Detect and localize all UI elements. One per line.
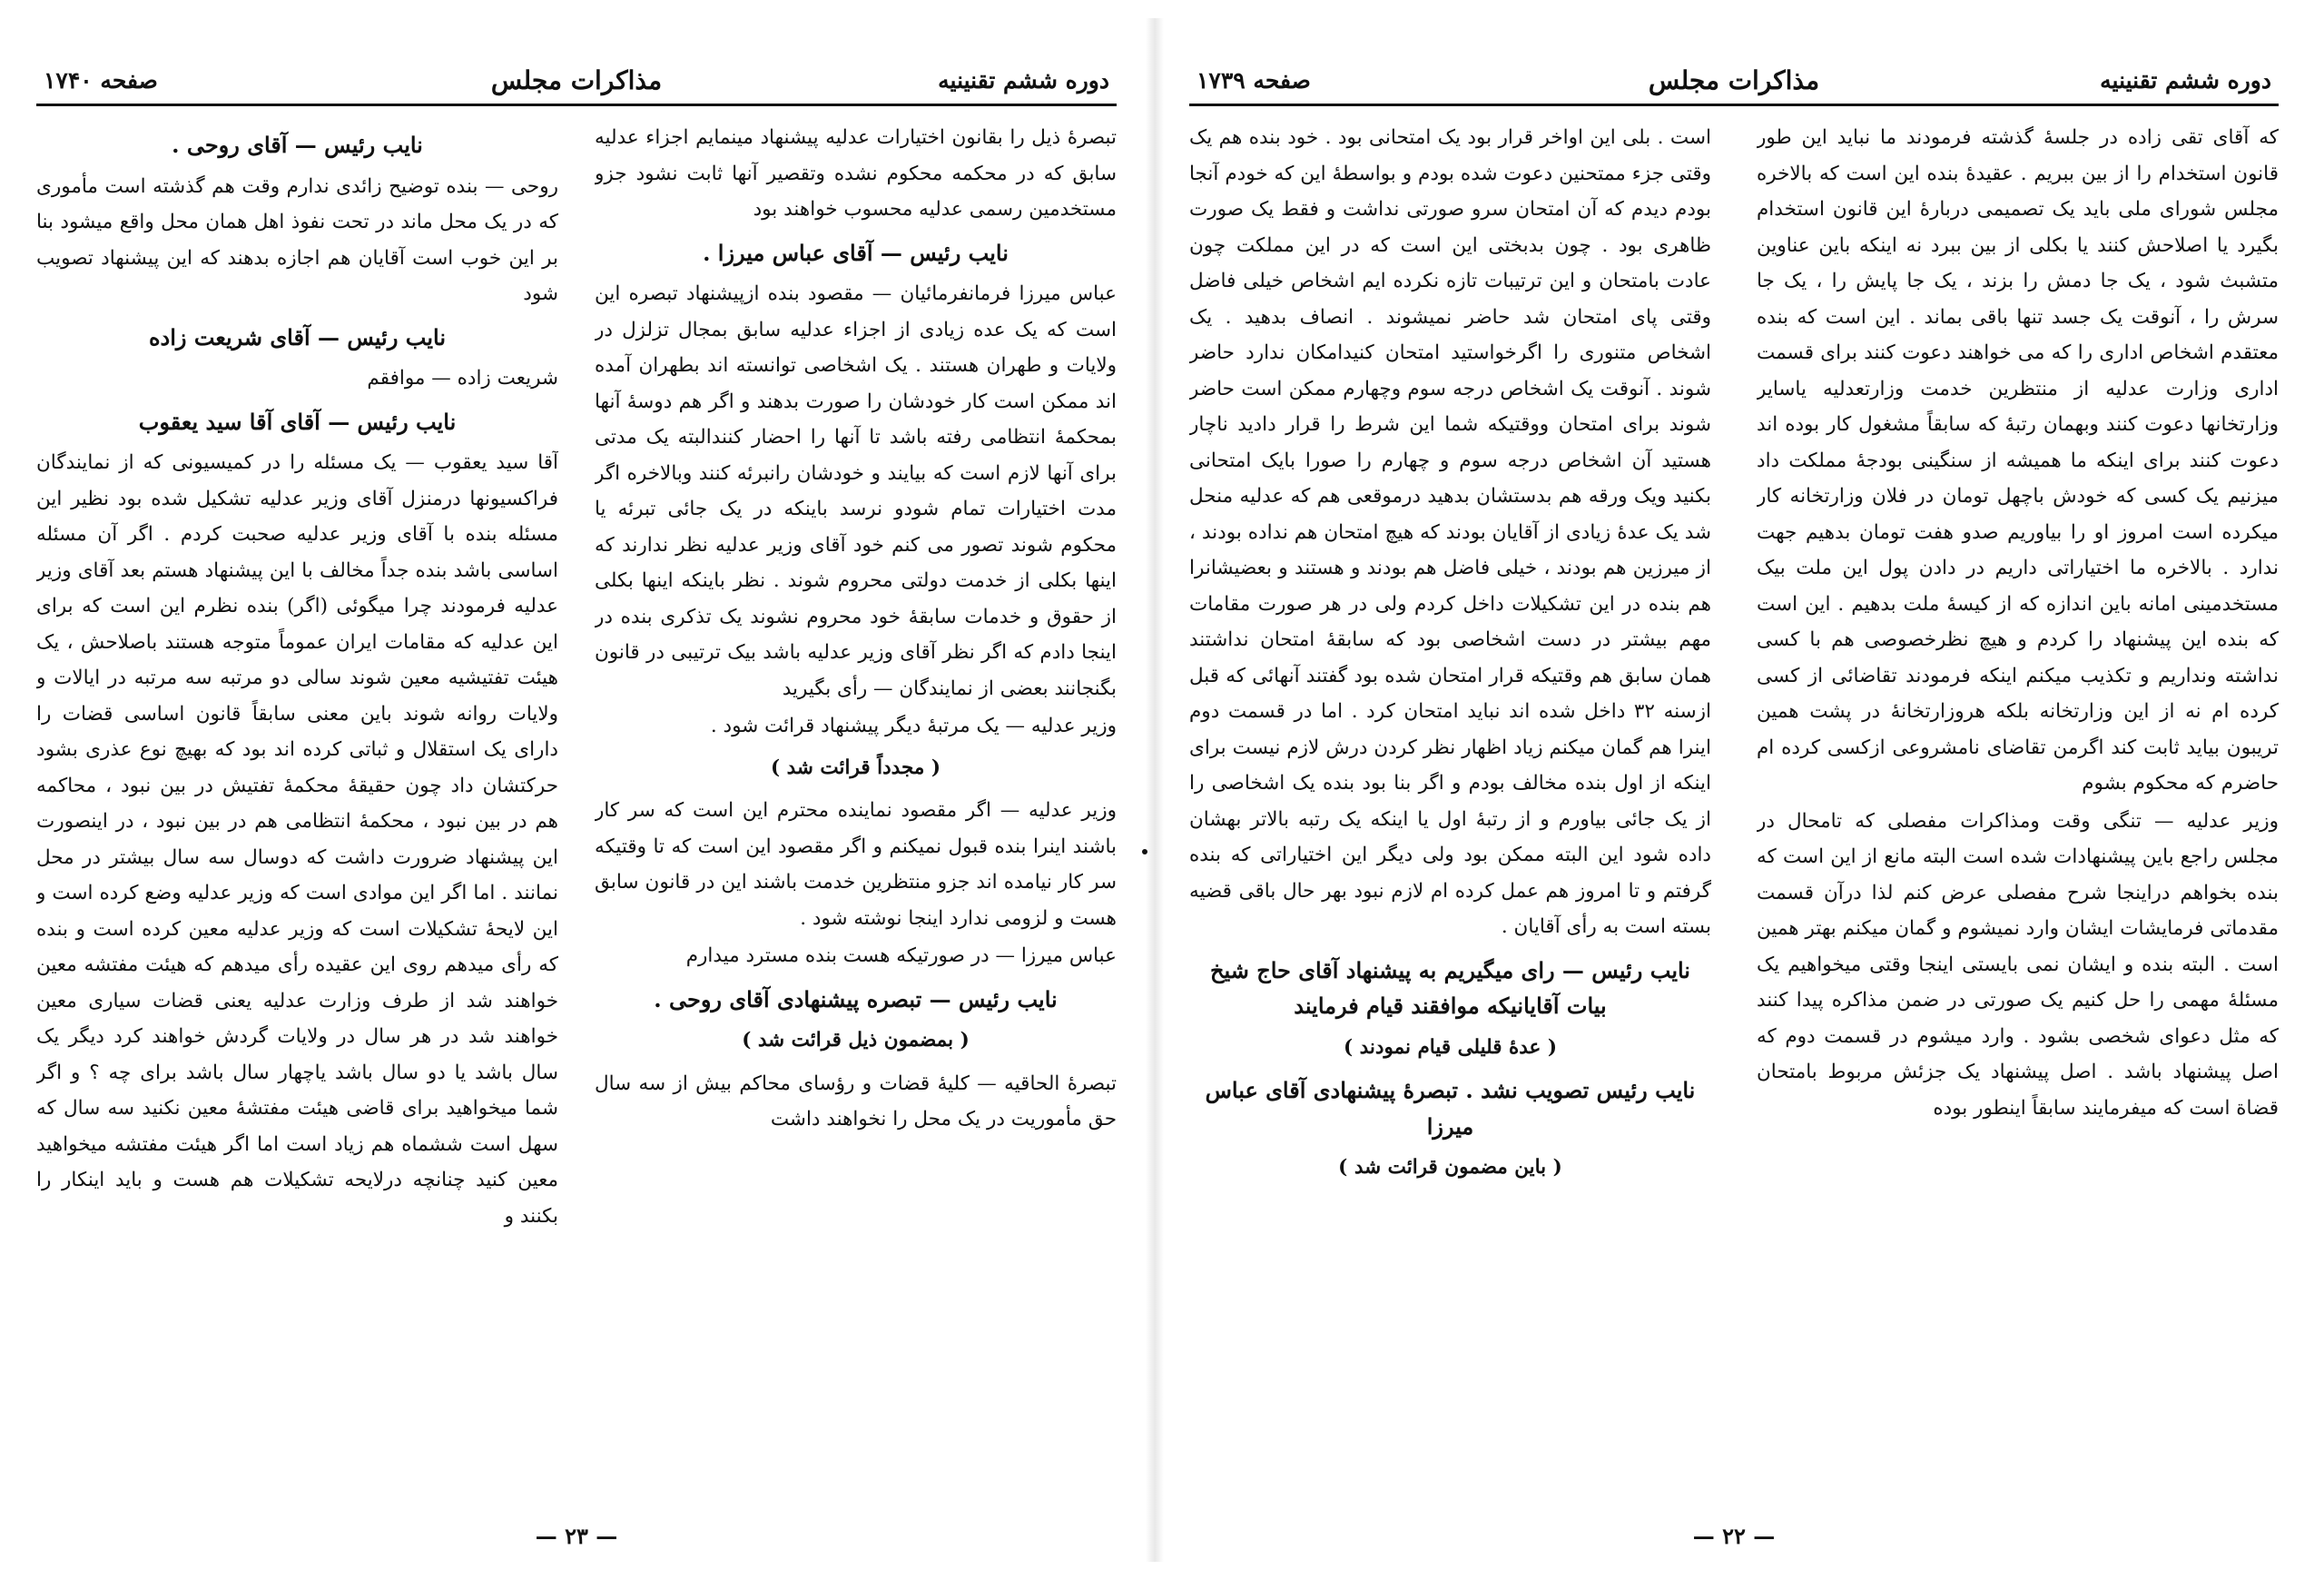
paragraph: وزیر عدلیه — یک مرتبهٔ دیگر پیشنهاد قرائت شود . — [710, 715, 1117, 737]
speaker-heading: نایب رئیس تصویب نشد . تبصرهٔ پیشنهادی آقای عباس میرزا — [1205, 1077, 1696, 1140]
left-page — [36, 36, 1117, 1553]
paragraph: که آقای تقی زاده در جلسهٔ گذشته فرمودند ما نباید این طور قانون استخدام را از بین ببریم . عقیدهٔ بنده این است که بالاخره مجلس شورای ملی باید یک تصمیمی دربارهٔ این قانون استخدام بگیرد یا اصلاحش کنند یا بکلی از بین ببرد نه اینکه باین عناوین متشبث شود ، یک جا دمش را بزند ، یک جا پایش را ، یک جا سرش را ، آنوقت یک جسد تنها باقی بماند . این است که بنده معتقدم اشخاص اداری را که می خواهند دعوت کنند برای قسمت اداری وزارت عدلیه از منتظرین خدمت وزارتعدلیه یاسایر وزارتخانها دعوت کنند وبهمان رتبهٔ که سابقاً مشغول کار بوده اند دعوت کنند برای اینکه ما همیشه از سنگینی بودجهٔ مملکت داد میزنیم یک کسی که خودش باچهل تومان در فلان وزارتخانه کار میکرده است امروز او را بیاوریم صدو هفت تومان بدهیم جهت ندارد . بالاخره ما اختیاراتی داریم در دادن پول این ملت بیک مستخدمینی امانه باین اندازه که از کیسهٔ ملت بدهیم . این است که بنده این پیشنهاد را کردم و هیچ نظرخصوصی هم با کسی نداشته ونداریم و تکذیب میکنم اینکه فرمودند تقاضائی از کسی کرده ام نه از این وزارتخانه بلکه هروزارتخانهٔ در پشت همین تریبون بیاید ثابت کند اگرمن تقاضای نامشروعی ازکسی کرده ام حاضرم که محکوم بشوم — [1757, 126, 2279, 795]
left-page-folio: — ۲۳ — — [535, 1523, 618, 1549]
right-header-term: دوره ششم تقنینیه — [2100, 67, 2271, 94]
paragraph: شریعت زاده — موافقم — [367, 367, 558, 390]
paragraph: آقا سید یعقوب — یک مسئله را در کمیسیونی که از نمایندگان فراکسیونها درمنزل آقای وزیر عدلیه تشکیل شده بود نظیر این مسئله بنده با آقای وزیر عدلیه صحبت کردم . اگر آن مسئله اساسی باشد بنده جداً مخالف با این پیشنهاد هستم بعد آقای وزیر عدلیه فرمودند چرا میگوئی (اگر) بنده نظرم این است که برای این عدلیه که مقامات ایران عموماً متوجه هستند باصلاحش ، یک هیئت تفتیشیه معین شوند سالی دو مرتبه سه مرتبه در ایالات و ولایات روانه شوند باین معنی سابقاً قانون اساسی قضات را دارای یک استقلال و ثباتی کرده اند بود که بهیچ نوع عذری بشود حرکتشان داد چون حقیقهٔ محکمهٔ تفتیش در بین نبود ، محاکمه هم در بین نبود ، محکمهٔ انتظامی هم در بین نبود ، در اینصورت این پیشنهاد ضرورت داشت که دوسال سه سال بیشتر در محل نمانند . اما اگر این موادی است که وزیر عدلیه وضع کرده است و این لایحهٔ تشکیلات است که وزیر عدلیه معین کرده است و بنده که رأی میدهم روی این عقیده رأی میدهم که هیئت مفتشه معین خواهند شد از طرف وزارت عدلیه یعنی قضات سیاری معین خواهند شد در هر سال در ولایات گردش خواهند کرد دیگر یک سال باشد یا دو سال باشد یاچهار سال باشد برای چه ؟ و اگر شما میخواهید برای قاضی هیئت مفتشهٔ معین نکنید سه سال که سهل است ششماه هم زیاد است اما اگر هیئت مفتشه میخواهید معین کنید چنانچه درلایحه تشکیلات هم هست و باید اینکار را بکنند و — [36, 451, 558, 1228]
paragraph: عباس میرزا — در صورتیکه هست بنده مسترد میدارم — [685, 944, 1117, 967]
procedural-note: ( باین مضمون قرائت شد ) — [1338, 1156, 1562, 1179]
left-page-column-right — [595, 120, 1117, 1500]
paragraph: روحی — بنده توضیح زائدی ندارم وقت هم گذشته است مأموری که در یک محل ماند در تحت نفوذ اهل همان محل واقع میشود بنا بر این خوب است آقایان هم اجازه بدهند که این پیشنهاد تصویب شود — [36, 174, 558, 305]
paragraph: عباس میرزا فرمانفرمائیان — مقصود بنده ازپیشنهاد تبصره این است که یک عده زیادی از اجزاء عدلیه سابق بمجال تزلزل در ولایات و طهران هستند . یک اشخاصی توانسته اند بطهران آمده اند ممکن است کار خودشان را صورت بدهند و اگر هم دوسهٔ آنها بمحکمهٔ انتظامی رفته باشد تا آنها را احضار کنندالبته یک مدتی برای آنها لازم است که بیایند و خودشان رانبرئه کنند وبالاخره اگر مدت اختیارات تمام شودو نرسد باینکه در یک جائی تبرئه یا محکوم شوند تصور می کنم خود آقای وزیر عدلیه نظر ندارند که اینها بکلی از خدمت دولتی محروم شوند . نظر باینکه اینها بکلی از حقوق و خدمات سابقهٔ خود محروم نشوند یک تذکری بنده در اینجا دادم که اگر نظر آقای وزیر عدلیه باشد بیک ترتیبی در قانون بگنجانند بعضی از نمایندگان — رأی بگیرید — [595, 282, 1117, 700]
margin-dot — [1142, 849, 1147, 854]
speaker-heading: نایب رئیس — آقای عباس میرزا . — [703, 239, 1009, 266]
right-header-page-number: صفحه ۱۷۳۹ — [1196, 67, 1311, 94]
right-page-folio: — ۲۲ — — [1692, 1523, 1776, 1549]
left-header-title: مذاکرات مجلس — [490, 65, 663, 95]
speaker-heading: نایب رئیس — آقای روحی . — [172, 132, 423, 158]
procedural-note: ( عدهٔ قلیلی قیام نمودند ) — [1343, 1035, 1558, 1059]
right-page-column-left — [1189, 120, 1711, 1500]
left-page-header — [36, 56, 1117, 106]
speaker-heading: نایب رئیس — آقای آقا سید یعقوب — [138, 408, 457, 435]
left-page-column-left — [36, 120, 558, 1500]
left-header-term: دوره ششم تقنینیه — [938, 67, 1109, 94]
paragraph: تبصرهٔ الحاقیه — کلیهٔ قضات و رؤسای محاکم بیش از سه سال حق مأموریت در یک محل را نخواهند داشت — [595, 1071, 1117, 1131]
right-header-title: مذاکرات مجلس — [1648, 65, 1820, 95]
speaker-heading: نایب رئیس — رای میگیریم به پیشنهاد آقای حاج شیخ بیات آقایانیکه موافقند قیام فرمایند — [1210, 956, 1690, 1019]
paragraph: تبصرهٔ ذیل را بقانون اختیارات عدلیه پیشنهاد مینمایم اجزاء عدلیه سابق که در محکمه محکوم نشده وتقصیر آنها ثابت نشود جزو مستخدمین رسمی عدلیه محسوب خواهند بود — [595, 126, 1117, 221]
right-page — [1189, 36, 2279, 1553]
procedural-note: ( مجدداً قرائت شد ) — [770, 755, 941, 779]
paragraph: است . بلی این اواخر قرار بود یک امتحانی بود . خود بنده هم یک وقتی جزء ممتحنین دعوت شده بودم و بواسطهٔ این که خودم آنجا بودم دیدم که آن امتحان سرو صورتی نداشت و فقط یک صورت ظاهری بود . چون بدبختی این است که در این مملکت چون عادت بامتحان و این ترتیبات تازه نکرده ایم اشخاص خیلی فاضل وقتی پای امتحان شد حاضر نمیشوند . انصاف بدهید . یک اشخاص متنوری را اگرخواستید امتحان کنیدامکان ندارد حاضر شوند . آنوقت یک اشخاص درجه سوم وچهارم ممکن است حاضر شوند برای امتحان ووقتیکه شما این شرط را قرار دادید ناچار هستید آن اشخاص درجه سوم و چهارم را صورا بایک امتحانی بکنید ویک ورقه هم بدستشان بدهید درموقعی هم که عدلیه منحل شد یک عدهٔ زیادی از آقایان بودند که هیچ امتحان هم نداده بودند ، از میرزین هم بودند ، خیلی فاضل هم بودند و هستند و بعضیشانرا هم بنده در این تشکیلات داخل کردم ولی در هر صورت مقامات مهم بیشتر در دست اشخاصی بود که سابقهٔ امتحان نداشتند همان سابق هم وقتیکه قرار امتحان شده بود گفتند آنهائی که قبل ازسنه ۳۲ داخل شده اند نباید امتحان کرد . اما در قسمت دوم اینرا هم گمان میکنم زیاد اظهار نظر کردن درش لازم نیست برای اینکه از اول بنده مخالف بودم و اگر بنا بود بنده یک اشخاصی را از یک جائی بیاورم و از رتبهٔ اول یا اینکه یک رتبه بالاتر بهشان داده شود این البته ممکن بود ولی دیگر این اختیاراتی که بنده گرفتم و تا امروز هم عمل کرده ام لازم نبود بهر حال باقی قضیه بسته است به رأی آقایان . — [1189, 126, 1711, 938]
left-header-page-number: صفحه ۱۷۴۰ — [44, 67, 158, 94]
speaker-heading: نایب رئیس — آقای شریعت زاده — [148, 323, 447, 351]
speaker-heading: نایب رئیس — تبصره پیشنهادی آقای روحی . — [654, 985, 1058, 1012]
procedural-note: ( بمضمون ذیل قرائت شد ) — [742, 1029, 970, 1052]
book-gutter — [1146, 18, 1164, 1562]
right-page-column-right — [1757, 120, 2279, 1500]
right-page-header — [1189, 56, 2279, 106]
paragraph: وزیر عدلیه — اگر مقصود نماینده محترم این است که سر کار باشند اینرا بنده قبول نمیکنم و اگر مقصود این است که تا وقتیکه سر کار نیامده اند جزو منتظرین خدمت باشند این در قانون سابق هست و لزومی ندارد اینجا نوشته شود . — [595, 799, 1117, 930]
paragraph: وزیر عدلیه — تنگی وقت ومذاکرات مفصلی که تامحال در مجلس راجع باین پیشنهادات شده است البته مانع از این است که بنده بخواهم دراینجا شرح مفصلی عرض کنم لذا درآن قسمت مقدماتی فرمایشات ایشان وارد نمیشوم و گمان میکنم بهتر همین است . البته بنده و ایشان نمی بایستی اینجا وقتی میخواهیم یک مسئلهٔ مهمی را حل کنیم یک صورتی در ضمن مذاکره پیدا کنند که مثل دعوای شخصی بشود . وارد میشوم در قسمت دوم که اصل پیشنهاد باشد . اصل پیشنهاد یک جزئش مربوط بامتحان قضاة است که میفرمایند سابقاً اینطور بوده — [1757, 809, 2279, 1120]
